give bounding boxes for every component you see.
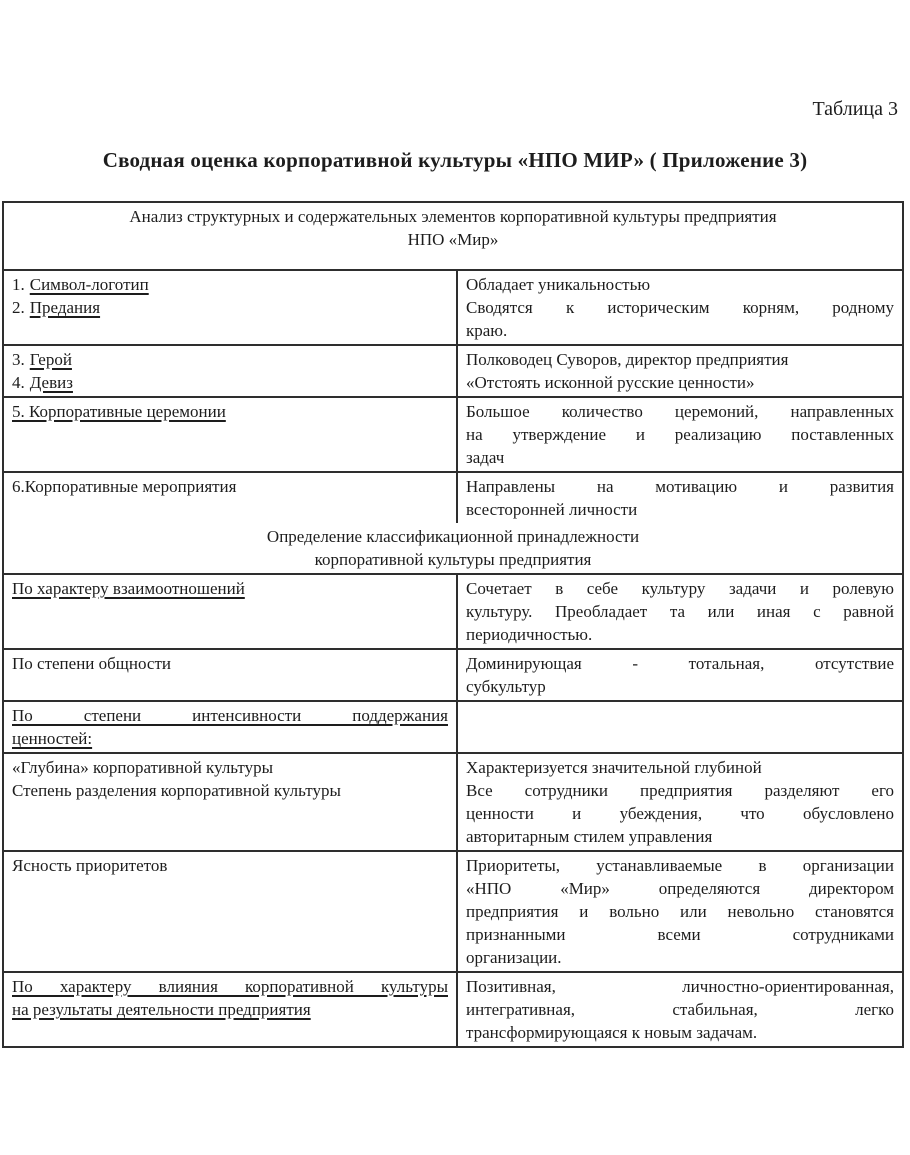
text-line: организации. — [466, 948, 562, 967]
text-line: краю. — [466, 321, 508, 340]
description-cell — [457, 397, 903, 472]
text-line: По степени интенсивности поддержания — [12, 706, 448, 725]
text-line: Полководец Суворов, директор предприятия — [466, 350, 789, 369]
attribute-cell — [3, 972, 457, 1047]
corporate-culture-table — [2, 201, 904, 1048]
text-line: «Глубина» корпоративной культуры — [12, 758, 274, 777]
description-cell — [457, 472, 903, 523]
description-cell — [457, 270, 903, 345]
attribute-cell — [3, 270, 457, 345]
text-line: НПО «Мир» — [407, 230, 499, 249]
text-line: Сочетает в себе культуру задачи и ролевую — [466, 579, 894, 598]
attribute-cell — [3, 345, 457, 397]
text-line: корпоративной культуры предприятия — [314, 550, 592, 569]
item-term: Герой — [29, 350, 72, 369]
table-row — [3, 972, 903, 1047]
table-row — [3, 202, 903, 270]
table-row — [3, 851, 903, 972]
table-row — [3, 649, 903, 701]
text-line: задач — [466, 448, 505, 467]
description-cell — [457, 753, 903, 851]
text-line: периодичностью. — [466, 625, 593, 644]
document-title: Сводная оценка корпоративной культуры «НПО МИР» ( Приложение 3) — [102, 148, 808, 172]
text-line: интегративная, стабильная, легко — [466, 1000, 894, 1019]
text-line: признанными всеми сотрудниками — [466, 925, 894, 944]
text-line: Позитивная, личностно-ориентированная, — [466, 977, 894, 996]
table-row — [3, 472, 903, 523]
text-line: всесторонней личности — [466, 500, 638, 519]
attribute-cell — [3, 753, 457, 851]
text-line: Приоритеты, устанавливаемые в организации — [466, 856, 894, 875]
text-line: Характеризуется значительной глубиной — [466, 758, 762, 777]
table-row — [3, 753, 903, 851]
item-term: Девиз — [29, 373, 73, 392]
table-title-cell — [3, 202, 903, 270]
text-line: субкультур — [466, 677, 546, 696]
item-term: Символ-логотип — [29, 275, 149, 294]
text-line: на утверждение и реализацию поставленных — [466, 425, 894, 444]
table-row — [3, 345, 903, 397]
attribute-cell — [3, 397, 457, 472]
attribute-cell — [3, 649, 457, 701]
text-line: ценностей: — [12, 729, 93, 748]
attribute-cell — [3, 472, 457, 523]
text-line: 6.Корпоративные мероприятия — [12, 477, 237, 496]
text-line: предприятия и вольно или невольно становятся — [466, 902, 894, 921]
text-line: «НПО «Мир» определяются директором — [466, 879, 894, 898]
item-number: 3. — [12, 350, 25, 369]
attribute-cell — [3, 701, 457, 753]
description-cell — [457, 701, 903, 753]
text-line: По характеру взаимоотношений — [12, 579, 245, 598]
item-number: 4. — [12, 373, 25, 392]
attribute-cell — [3, 574, 457, 649]
table-row — [3, 523, 903, 574]
text-line: Анализ структурных и содержательных элементов корпоративной культуры предприятия — [129, 207, 777, 226]
text-line: По степени общности — [12, 654, 171, 673]
description-cell — [457, 574, 903, 649]
text-line: Степень разделения корпоративной культуры — [12, 781, 341, 800]
item-number: 1. — [12, 275, 25, 294]
description-cell — [457, 972, 903, 1047]
text-line: Направлены на мотивацию и развития — [466, 477, 894, 496]
table-row — [3, 397, 903, 472]
text-line — [12, 371, 448, 394]
description-cell — [457, 649, 903, 701]
table-row — [3, 574, 903, 649]
attribute-cell — [3, 851, 457, 972]
text-line: 5. Корпоративные церемонии — [12, 402, 226, 421]
text-line: Доминирующая - тотальная, отсутствие — [466, 654, 894, 673]
text-line: на результаты деятельности предприятия — [12, 1000, 311, 1019]
section-header-cell — [3, 523, 903, 574]
text-line — [12, 296, 448, 319]
text-line: По характеру влияния корпоративной культуры — [12, 977, 448, 996]
text-line: авторитарным стилем управления — [466, 827, 713, 846]
item-number: 2. — [12, 298, 25, 317]
text-line: трансформирующаяся к новым задачам. — [466, 1023, 758, 1042]
table-row — [3, 701, 903, 753]
table-number-caption: Таблица 3 — [812, 98, 898, 120]
text-line — [12, 348, 448, 371]
text-line: Большое количество церемоний, направленных — [466, 402, 894, 421]
text-line: Все сотрудники предприятия разделяют его — [466, 781, 894, 800]
text-line: Ясность приоритетов — [12, 856, 168, 875]
table-row — [3, 270, 903, 345]
description-cell — [457, 345, 903, 397]
text-line: ценности и убеждения, что обусловлено — [466, 804, 894, 823]
description-cell — [457, 851, 903, 972]
text-line: Сводятся к историческим корням, родному — [466, 298, 894, 317]
item-term: Предания — [29, 298, 101, 317]
text-line: «Отстоять исконной русские ценности» — [466, 373, 755, 392]
text-line: Обладает уникальностью — [466, 275, 651, 294]
text-line: культуру. Преобладает та или иная с равной — [466, 602, 894, 621]
text-line — [12, 273, 448, 296]
text-line: Определение классификационной принадлежности — [266, 527, 640, 546]
